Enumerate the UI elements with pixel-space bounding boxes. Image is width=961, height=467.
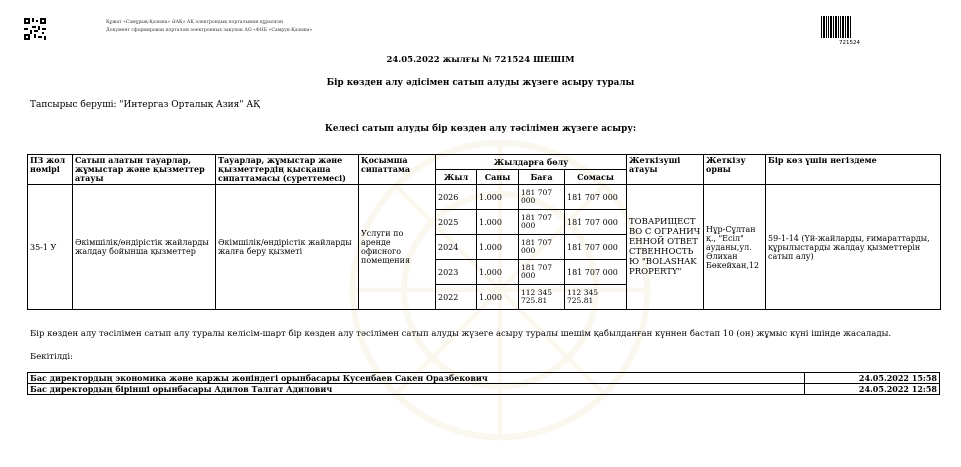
col-plan-no: ПЗ жол нөмірі [28, 155, 73, 185]
col-supplier: Жеткізуші атауы [627, 155, 704, 185]
col-amount: Сомасы [565, 170, 627, 185]
cell-year: 2026 [436, 185, 477, 210]
cell-amount: 181 707 000 [565, 185, 627, 210]
col-price: Баға [519, 170, 565, 185]
cell-qty: 1.000 [477, 210, 519, 235]
cell-qty: 1.000 [477, 285, 519, 310]
col-qty: Саны [477, 170, 519, 185]
decision-title: 24.05.2022 жылғы № 721524 ШЕШІМ [386, 55, 575, 65]
signature-datetime: 24.05.2022 15:58 [805, 373, 940, 384]
contract-note: Бір көзден алу тәсілімен сатып алу туралы келісім-шарт бір көзден алу тәсілімен сатып алуды жүзеге асыру туралы шешім қабылданған күннен бастап 10 (он) жұмыс күні ішінде жасалады. [30, 329, 892, 339]
barcode-number: 721524 [839, 40, 860, 46]
decision-subtitle: Бір көзден алу әдісімен сатып алуды жүзеге асыру туралы [326, 78, 635, 88]
cell-amount: 181 707 000 [565, 260, 627, 285]
cell-price: 181 707 000 [519, 210, 565, 235]
cell-price: 112 345 725.81 [519, 285, 565, 310]
col-year: Жыл [436, 170, 477, 185]
portal-note [106, 19, 312, 35]
cell-price: 181 707 000 [519, 185, 565, 210]
cell-goods-desc: Әкімшілік/өндірістік жайларды жалға беру қызметі [216, 185, 359, 310]
cell-price: 181 707 000 [519, 235, 565, 260]
table-header-row [28, 155, 941, 170]
cell-goods-name: Әкімшілік/өндірістік жайларды жалдау бойынша қызметтер [73, 185, 216, 310]
cell-qty: 1.000 [477, 185, 519, 210]
cell-basis: 59-1-14 (Үй-жайларды, ғимараттарды, құрылыстарды жалдау қызметтерін сатып алу) [766, 185, 941, 310]
cell-amount: 112 345 725.81 [565, 285, 627, 310]
col-basis: Бір көз үшін негіздеме [766, 155, 941, 185]
col-goods-name: Сатып алатын тауарлар, жұмыстар және қызметтер атауы [73, 155, 216, 185]
cell-delivery-place: Нұр-Сұлтан қ., "Есіл" ауданы,ул. Әлихан Бөкейхан,12 [704, 185, 766, 310]
procurement-table [27, 154, 941, 310]
cell-year: 2024 [436, 235, 477, 260]
signatures-table [27, 372, 940, 395]
customer-line: Тапсырыс беруші: "Интергаз Орталық Азия" АҚ [30, 100, 261, 110]
table-row [28, 185, 941, 210]
signer-name: Бас директордың бірінші орынбасары Адилов Талгат Адилович [28, 384, 805, 395]
signature-datetime: 24.05.2022 12:58 [805, 384, 940, 395]
cell-plan-no: 35-1 У [28, 185, 73, 310]
col-extra-desc: Қосымша сипаттама [359, 155, 436, 185]
cell-year: 2025 [436, 210, 477, 235]
col-delivery-place: Жеткізу орны [704, 155, 766, 185]
signer-name: Бас директордың экономика және қаржы жөніндегі орынбасары Кусенбаев Сакен Оразбекович [28, 373, 805, 384]
cell-extra-desc: Услуги по аренде офисного помещения [359, 185, 436, 310]
cell-year: 2022 [436, 285, 477, 310]
cell-qty: 1.000 [477, 260, 519, 285]
cell-amount: 181 707 000 [565, 210, 627, 235]
portal-note-kk: Құжат «Самұрық-Қазына» ӘАҚ» АҚ электрондық порталымен құрылған [106, 20, 284, 25]
approved-label: Бекітілді: [30, 352, 73, 362]
qr-code-icon [24, 18, 46, 40]
section-title: Келесі сатып алуды бір көзден алу тәсілімен жүзеге асыру: [324, 124, 637, 134]
portal-note-ru: Документ сформирован порталом электронных закупок АО «ФНБ «Самрук-Қазына» [106, 28, 313, 33]
col-goods-desc: Тауарлар, жұмыстар және қызметтердің қысқаша сипаттамасы (суреттемесі) [216, 155, 359, 185]
cell-price: 181 707 000 [519, 260, 565, 285]
cell-year: 2023 [436, 260, 477, 285]
cell-qty: 1.000 [477, 235, 519, 260]
cell-supplier: ТОВАРИЩЕСТВО С ОГРАНИЧЕННОЙ ОТВЕТСТВЕННОСТЬЮ "BOLASHAK PROPERTY" [627, 185, 704, 310]
col-by-years: Жылдарға бөлу [436, 155, 627, 170]
signature-row [28, 384, 940, 395]
signature-row [28, 373, 940, 384]
cell-amount: 181 707 000 [565, 235, 627, 260]
barcode-icon [821, 16, 851, 38]
